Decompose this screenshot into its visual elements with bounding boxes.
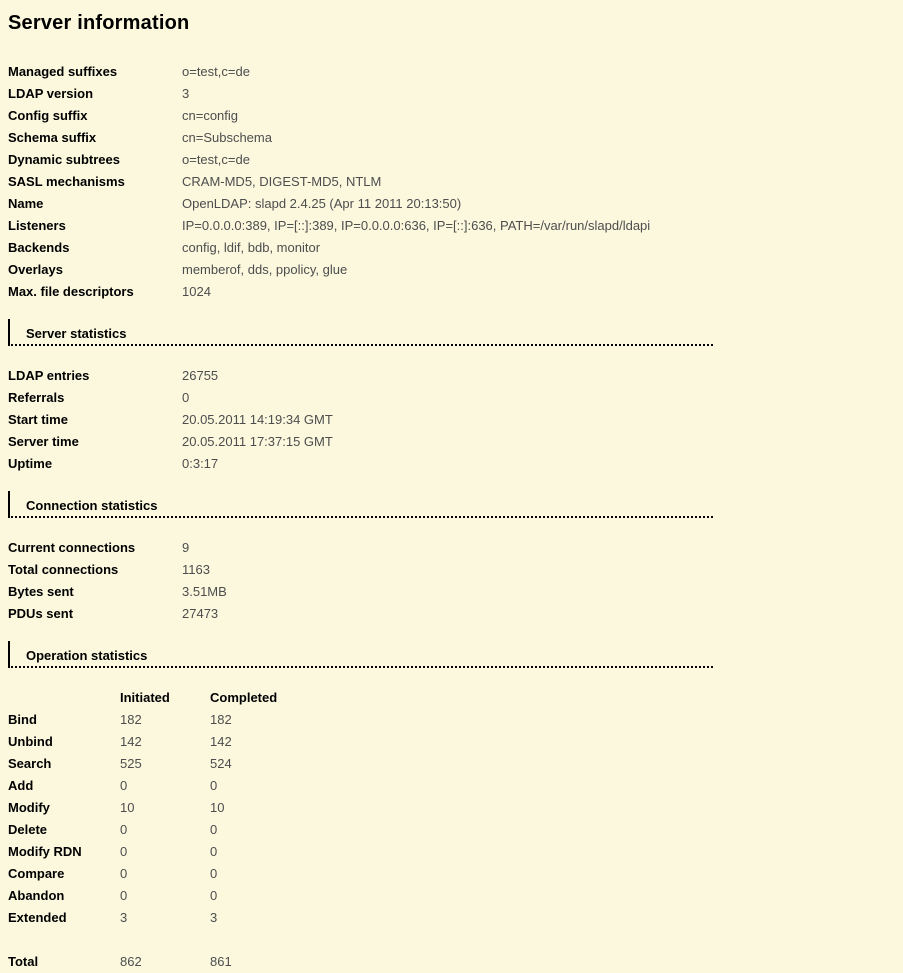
stat-label: Start time (8, 412, 68, 427)
stat-label: Uptime (8, 456, 53, 471)
connection-statistics-heading: Connection statistics (8, 491, 713, 518)
ops-row (8, 775, 895, 797)
stat-row (8, 431, 895, 453)
info-label: LDAP version (8, 86, 94, 101)
info-label: Name (8, 196, 44, 211)
stat-label: PDUs sent (8, 606, 74, 621)
ops-label: Modify (8, 800, 50, 815)
info-value: 3 (182, 86, 190, 101)
stat-row (8, 453, 895, 475)
info-value: cn=Subschema (182, 130, 272, 145)
ops-completed: 182 (210, 712, 232, 727)
ops-initiated: 0 (120, 866, 128, 881)
ops-row (8, 797, 895, 819)
ops-row (8, 819, 895, 841)
ops-total-completed: 861 (210, 954, 232, 969)
info-label: Schema suffix (8, 130, 97, 145)
ops-col-initiated: Initiated (120, 690, 170, 705)
ops-completed: 10 (210, 800, 225, 815)
server-info-table (8, 61, 895, 303)
stat-row (8, 537, 895, 559)
stat-label: Current connections (8, 540, 136, 555)
ops-initiated: 10 (120, 800, 135, 815)
ops-row (8, 731, 895, 753)
info-row (8, 105, 895, 127)
ops-label: Bind (8, 712, 37, 727)
stat-value: 26755 (182, 368, 219, 383)
page-title: Server information (8, 12, 190, 34)
info-label: Managed suffixes (8, 64, 118, 79)
operation-statistics-section (8, 641, 895, 973)
stat-row (8, 603, 895, 625)
info-row (8, 237, 895, 259)
ops-total-initiated: 862 (120, 954, 142, 969)
operation-statistics-table (8, 687, 895, 973)
stat-row (8, 409, 895, 431)
ops-row (8, 863, 895, 885)
server-statistics-section (8, 319, 895, 475)
ops-row (8, 841, 895, 863)
info-label: Config suffix (8, 108, 88, 123)
stat-value: 20.05.2011 17:37:15 GMT (182, 434, 333, 449)
ops-header-empty (8, 687, 120, 709)
ops-completed: 0 (210, 778, 218, 793)
stat-value: 1163 (182, 562, 210, 577)
info-row (8, 171, 895, 193)
info-label: Listeners (8, 218, 66, 233)
info-row (8, 193, 895, 215)
ops-initiated: 142 (120, 734, 142, 749)
ops-row (8, 709, 895, 731)
ops-total-row (8, 951, 895, 973)
info-label: Max. file descriptors (8, 284, 134, 299)
ops-spacer (8, 929, 895, 951)
ops-label: Compare (8, 866, 65, 881)
stat-label: Total connections (8, 562, 119, 577)
stat-value: 27473 (182, 606, 219, 621)
info-row (8, 259, 895, 281)
stat-value: 0:3:17 (182, 456, 219, 471)
ops-label: Unbind (8, 734, 53, 749)
ops-completed: 3 (210, 910, 218, 925)
server-statistics-table (8, 365, 895, 475)
ops-label: Extended (8, 910, 67, 925)
ops-col-completed: Completed (210, 690, 278, 705)
stat-label: Server time (8, 434, 79, 449)
ops-completed: 0 (210, 844, 218, 859)
info-value: IP=0.0.0.0:389, IP=[::]:389, IP=0.0.0.0:636, IP=[::]:636, PATH=/var/run/slapd/ldapi (182, 218, 651, 233)
info-label: Backends (8, 240, 70, 255)
ops-completed: 0 (210, 888, 218, 903)
stat-value: 20.05.2011 14:19:34 GMT (182, 412, 333, 427)
info-row (8, 149, 895, 171)
info-row (8, 83, 895, 105)
info-label: Overlays (8, 262, 63, 277)
stat-label: Referrals (8, 390, 65, 405)
info-row (8, 215, 895, 237)
ops-initiated: 525 (120, 756, 142, 771)
operation-statistics-heading: Operation statistics (8, 641, 713, 668)
info-row (8, 127, 895, 149)
ops-initiated: 0 (120, 888, 128, 903)
ops-completed: 142 (210, 734, 232, 749)
ops-completed: 524 (210, 756, 232, 771)
ops-initiated: 0 (120, 844, 128, 859)
ops-initiated: 3 (120, 910, 128, 925)
ops-row (8, 907, 895, 929)
stat-value: 3.51MB (182, 584, 227, 599)
ops-label: Search (8, 756, 52, 771)
info-value: config, ldif, bdb, monitor (182, 240, 321, 255)
stat-value: 9 (182, 540, 190, 555)
info-value: OpenLDAP: slapd 2.4.25 (Apr 11 2011 20:13:50) (182, 196, 462, 211)
ops-initiated: 0 (120, 822, 128, 837)
ops-label: Add (8, 778, 34, 793)
ops-label: Modify RDN (8, 844, 82, 859)
info-row (8, 61, 895, 83)
stat-row (8, 365, 895, 387)
stat-row (8, 559, 895, 581)
ops-label: Abandon (8, 888, 65, 903)
stat-value: 0 (182, 390, 190, 405)
stat-row (8, 581, 895, 603)
connection-statistics-section (8, 491, 895, 625)
stat-label: LDAP entries (8, 368, 90, 383)
ops-initiated: 0 (120, 778, 128, 793)
ops-total-label: Total (8, 954, 39, 969)
ops-completed: 0 (210, 822, 218, 837)
ops-initiated: 182 (120, 712, 142, 727)
stat-row (8, 387, 895, 409)
info-value: CRAM-MD5, DIGEST-MD5, NTLM (182, 174, 382, 189)
info-row (8, 281, 895, 303)
info-label: SASL mechanisms (8, 174, 125, 189)
info-value: o=test,c=de (182, 64, 250, 79)
connection-statistics-table (8, 537, 895, 625)
info-value: memberof, dds, ppolicy, glue (182, 262, 348, 277)
info-value: o=test,c=de (182, 152, 250, 167)
ops-row (8, 753, 895, 775)
ops-completed: 0 (210, 866, 218, 881)
ops-header-row (8, 687, 895, 709)
info-value: 1024 (182, 284, 211, 299)
info-label: Dynamic subtrees (8, 152, 120, 167)
ops-row (8, 885, 895, 907)
info-value: cn=config (182, 108, 239, 123)
stat-label: Bytes sent (8, 584, 74, 599)
server-statistics-heading: Server statistics (8, 319, 713, 346)
ops-label: Delete (8, 822, 48, 837)
